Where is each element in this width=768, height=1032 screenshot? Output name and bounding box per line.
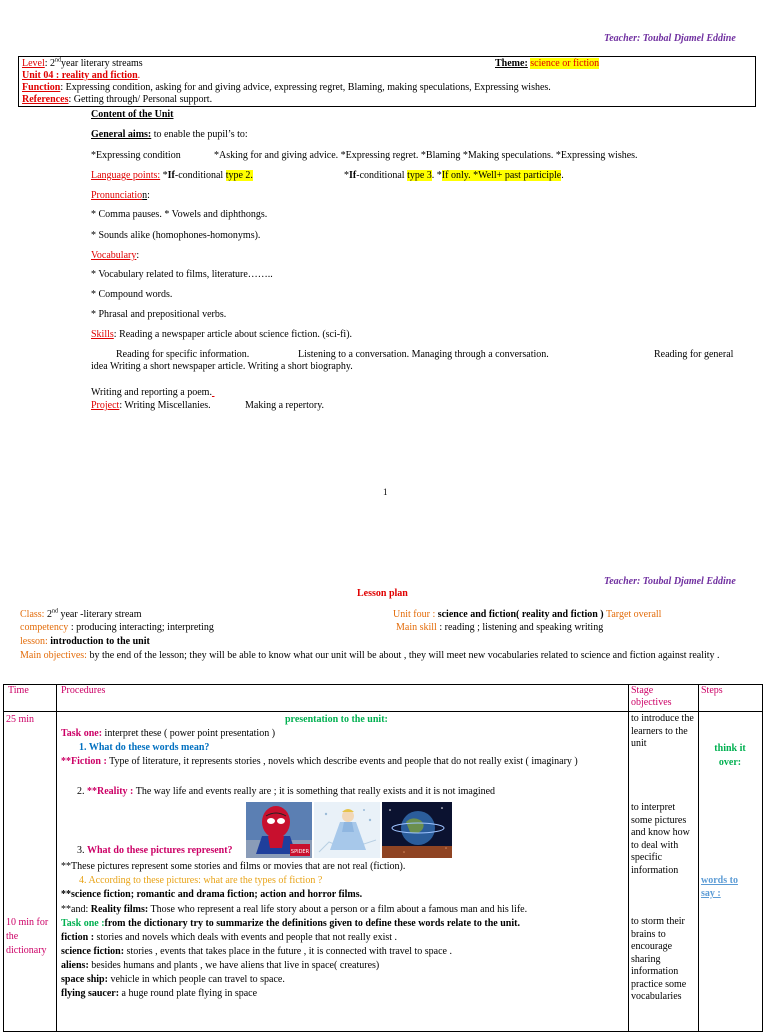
level-value: : 2	[44, 58, 56, 69]
lang-b-ifonly: If only. *Well+ past participle	[441, 170, 562, 181]
lesson-line	[20, 636, 150, 649]
step-think-it-over: think it over:	[714, 743, 746, 768]
language-points	[91, 170, 253, 183]
def-fiction-label: fiction :	[61, 932, 95, 943]
project-b: Making a repertory.	[245, 400, 325, 411]
objectives-line	[20, 650, 755, 663]
lang-b-type: type 3	[407, 170, 432, 181]
reality-num: 2.	[77, 786, 87, 797]
project-label: Project	[91, 400, 120, 411]
vocabulary-1: * Vocabulary related to films, literature……..	[91, 269, 273, 280]
main-skill-line	[396, 622, 603, 635]
table-divider	[698, 685, 699, 1031]
objective-2: to interpret some pictures and know how to deal with specific information	[631, 802, 690, 876]
unit-four-value: science and fiction( reality and fiction )	[435, 609, 604, 620]
reality-def	[77, 786, 495, 799]
competency-value: : producing interacting; interpreting	[68, 622, 214, 633]
svg-text:SPIDER: SPIDER	[290, 849, 310, 855]
aims-line-b: *Asking for and giving advice. *Expressing regret. *Blaming *Making speculations. *Expressing wishes.	[214, 150, 638, 161]
level-rest: year literary streams	[61, 58, 143, 69]
step-words-to-say: words to say :	[701, 875, 738, 899]
skills-e	[91, 387, 214, 400]
language-points-label: Language points:	[91, 170, 161, 181]
lang-a1: *	[160, 170, 168, 181]
def-saucer-value: a huge round plate flying in space	[119, 988, 258, 999]
unit-four-label: Unit four :	[393, 609, 436, 620]
skills-line	[91, 329, 352, 342]
general-aims-label: General aims:	[91, 129, 152, 140]
reality-films-line	[61, 904, 527, 917]
lesson-value: introduction to the unit	[47, 636, 150, 647]
header-procedures: Procedures	[61, 685, 106, 696]
def-ship-label: space ship:	[61, 974, 108, 985]
header-time: Time	[8, 685, 29, 696]
vocab-label: Vocabulary	[91, 250, 137, 261]
pron-label-end: n	[142, 190, 148, 201]
page-number: 1	[383, 487, 388, 497]
unit-label: Unit 04 : reality and fiction	[22, 70, 138, 81]
lang-b1: *	[344, 170, 349, 181]
unit-line: Unit 04 : reality and fiction.	[22, 70, 141, 81]
skills-value: : Reading a newspaper article about science fiction. (sci-fi).	[113, 329, 353, 340]
section-title: presentation to the unit:	[285, 714, 388, 725]
teacher-name: Teacher: Toubal Djamel Eddine	[604, 33, 736, 44]
competency-line	[20, 622, 214, 635]
cinderella-image	[314, 802, 380, 858]
question-3	[77, 845, 233, 858]
spiderman-image	[246, 802, 312, 858]
lang-a-type: type 2.	[225, 170, 253, 181]
objective-1: to introduce the learners to the unit	[631, 713, 694, 749]
q3-num: 3.	[77, 845, 87, 856]
pronunciation-2: * Sounds alike (homophones-homonyms).	[91, 230, 261, 241]
vocabulary-3: * Phrasal and prepositional verbs.	[91, 309, 227, 320]
lang-b3: . *	[431, 170, 442, 181]
pictures-line: **These pictures represent some stories and films or movies that are not real (fiction).	[61, 861, 406, 872]
time-1: 25 min	[6, 714, 35, 725]
fiction-def	[61, 756, 623, 769]
def-aliens	[61, 960, 379, 973]
def-aliens-label: aliens:	[61, 960, 89, 971]
competency-label: competency	[20, 622, 69, 633]
pron-colon: :	[147, 190, 150, 201]
reality-label: **Reality :	[87, 786, 134, 797]
unit-four-line	[393, 609, 661, 622]
class-sup: nd	[51, 608, 58, 615]
pronunciation-1: * Comma pauses. * Vowels and diphthongs.	[91, 209, 268, 220]
lang-b-if: If	[349, 170, 357, 181]
def-flying-saucer	[61, 988, 257, 1001]
skills-label: Skills	[91, 329, 114, 340]
skills-a: Reading for specific information.	[116, 349, 250, 360]
vocabulary-2: * Compound words.	[91, 289, 173, 300]
lang-b2: -conditional	[356, 170, 408, 181]
language-points-b	[344, 170, 564, 183]
level-sup: nd	[55, 57, 62, 64]
general-aims	[91, 129, 248, 142]
lesson-table	[3, 684, 763, 1032]
level-label: Level	[22, 58, 45, 69]
def-space-ship	[61, 974, 285, 987]
theme-label: Theme:	[495, 58, 528, 69]
references-line	[22, 94, 752, 106]
task-one-label: Task one:	[61, 728, 103, 739]
skills-e-text: Writing and reporting a poem.	[91, 387, 212, 398]
table-header-divider	[4, 711, 762, 712]
and-value: Those who represent a real life story about a person or a film about a famous man and his life.	[148, 904, 528, 915]
references-label: References	[22, 94, 69, 105]
lang-a-if: If	[167, 170, 175, 181]
fiction-label: **Fiction :	[61, 756, 107, 767]
and-prefix: **and:	[61, 904, 91, 915]
table-divider	[628, 685, 629, 1031]
pron-label: Pronunciatio	[91, 190, 143, 201]
function-label: Function	[22, 82, 61, 93]
pronunciation-heading	[91, 190, 150, 203]
main-skill-label: Main skill	[396, 622, 437, 633]
project-line	[91, 400, 211, 413]
class-value-2: year -literary stream	[57, 609, 142, 620]
objectives-value: by the end of the lesson; they will be able to know what our unit will be about , they will meet new vocabularies related to science and fiction against reality .	[86, 650, 720, 661]
lang-a2: -conditional	[174, 170, 226, 181]
skills-d: idea Writing a short newspaper article. Writing a short biography.	[91, 361, 353, 372]
class-line	[20, 609, 142, 622]
lesson-label: lesson:	[20, 636, 48, 647]
reality-value: The way life and events really are ; it is something that really exists and it is not imagined	[133, 786, 496, 797]
target-label: Target overall	[603, 609, 662, 620]
objective-3: to storm their brains to encourage sharing information practice some vocabularies	[631, 916, 687, 1002]
header-steps: Steps	[701, 685, 723, 696]
references-value: : Getting through/ Personal support.	[68, 94, 213, 105]
def-aliens-value: besides humans and plants , we have aliens that live in space( creatures)	[88, 960, 380, 971]
vocabulary-heading	[91, 250, 139, 263]
teacher-name-2: Teacher: Toubal Djamel Eddine	[604, 576, 736, 587]
aims-line-a: *Expressing condition	[91, 150, 181, 161]
main-skill-value: : reading ; listening and speaking writing	[436, 622, 604, 633]
table-divider	[56, 685, 57, 1031]
task-two-value: from the dictionary try to summarize the definitions given to define these words relate to the unit.	[104, 918, 520, 929]
task-two-label: Task one :	[61, 918, 105, 929]
header-stage-objectives: Stage objectives	[631, 685, 672, 708]
function-value: : Expressing condition, asking for and giving advice, expressing regret, Blaming, making speculations, Expressing wishes.	[60, 82, 551, 93]
types-line: **science fiction; romantic and drama fiction; action and horror films.	[61, 889, 363, 900]
lesson-plan-title: Lesson plan	[357, 588, 408, 599]
unit-info-box	[18, 56, 756, 107]
objectives-label: Main objectives:	[20, 650, 87, 661]
def-fiction	[61, 932, 397, 945]
planet-image	[382, 802, 452, 858]
time-2: 10 min for the dictionary	[6, 917, 49, 956]
content-title: Content of the Unit	[91, 109, 174, 120]
general-aims-value: to enable the pupil’s to:	[151, 129, 248, 140]
theme	[495, 58, 599, 70]
def-saucer-label: flying saucer:	[61, 988, 120, 999]
class-value-1: 2	[44, 609, 52, 620]
function-line	[22, 82, 752, 94]
and-label: Reality films:	[90, 904, 149, 915]
theme-value: science or fiction	[530, 58, 600, 69]
def-scifi	[61, 946, 452, 959]
def-fiction-value: stories and novels which deals with events and people that not really exist .	[94, 932, 398, 943]
task-two	[61, 918, 520, 931]
question-1: 1. What do these words mean?	[79, 742, 210, 753]
lang-b4: .	[561, 170, 564, 181]
class-label: Class:	[20, 609, 45, 620]
q3-text: What do these pictures represent?	[87, 845, 233, 856]
def-scifi-value: stories , events that takes place in the future , it is connected with travel to space .	[124, 946, 452, 957]
task-one-value: interpret these ( power point presentation )	[102, 728, 276, 739]
def-ship-value: vehicle in which people can travel to space.	[107, 974, 285, 985]
vocab-colon: :	[136, 250, 140, 261]
def-scifi-label: science fiction:	[61, 946, 125, 957]
skills-c: Reading for general	[654, 349, 734, 360]
project-value: : Writing Miscellanies.	[119, 400, 211, 411]
task-one	[61, 728, 275, 741]
level-line	[22, 58, 752, 70]
fiction-value: Type of literature, it represents stories , novels which describe events and people that do not really exist ( imaginary )	[106, 756, 578, 767]
question-4: 4. According to these pictures: what are the types of fiction ?	[79, 875, 323, 886]
skills-b: Listening to a conversation. Managing through a conversation.	[298, 349, 549, 360]
